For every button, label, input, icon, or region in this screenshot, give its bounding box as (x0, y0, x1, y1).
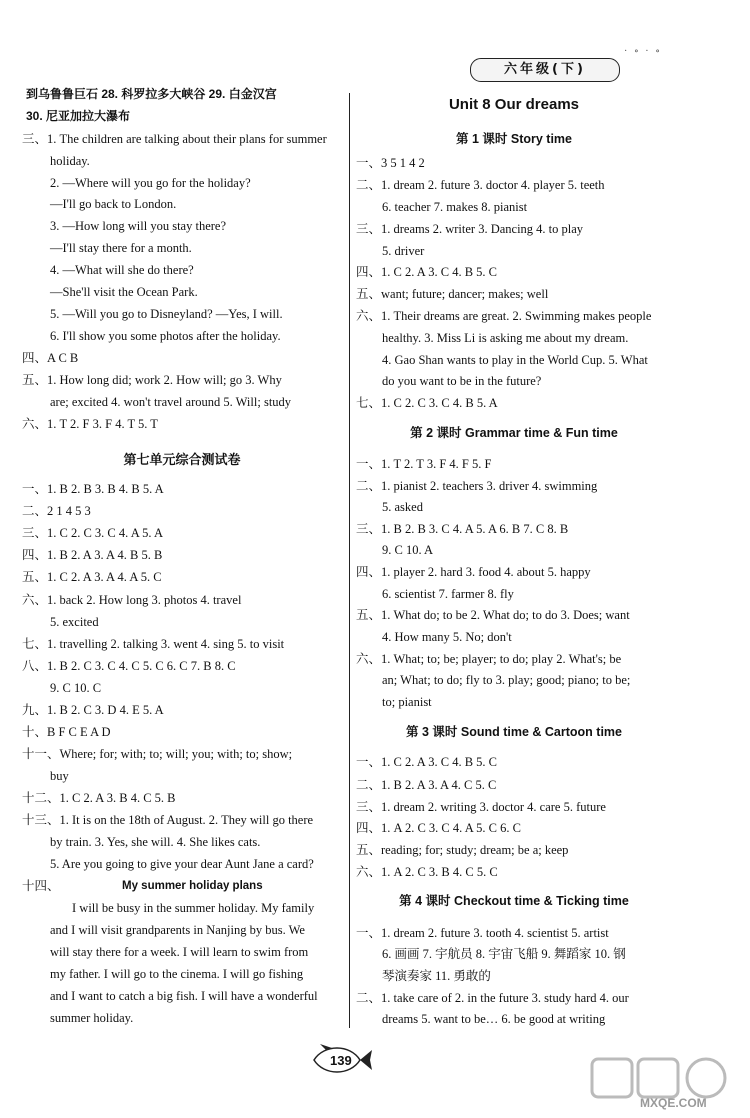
answer-line: by train. 3. Yes, she will. 4. She likes cats. (50, 835, 261, 849)
answer-line: an; What; to do; fly to 3. play; good; piano; to be; (382, 673, 631, 687)
answer-line: 3. —How long will you stay there? (50, 219, 227, 233)
answer-line: do you want to be in the future? (382, 374, 542, 388)
answer-line: 六、1. What; to; be; player; to do; play 2. What's; be (356, 652, 622, 666)
answer-line: 一、1. T 2. T 3. F 4. F 5. F (356, 457, 492, 471)
answer-line: 到乌鲁鲁巨石 28. 科罗拉多大峡谷 29. 白金汉宫 (26, 87, 277, 101)
essay-line: will stay there for a week. I will learn to swim from (50, 945, 309, 959)
unit-title: Unit 8 Our dreams (448, 96, 580, 113)
answer-line: 二、1. pianist 2. teachers 3. driver 4. swimming (356, 479, 598, 493)
lesson-title: 第 2 课时 Grammar time & Fun time (410, 426, 618, 440)
answer-line: 五、1. C 2. A 3. A 4. A 5. C (22, 570, 162, 584)
answer-line: 5. —Will you go to Disneyland? —Yes, I will. (50, 307, 283, 321)
answer-line: —I'll stay there for a month. (50, 241, 192, 255)
watermark-text: MXQE.COM (640, 1096, 707, 1110)
answer-line: 二、1. take care of 2. in the future 3. study hard 4. our (356, 991, 629, 1005)
answer-line: 6. scientist 7. farmer 8. fly (382, 587, 514, 601)
answer-line: 九、1. B 2. C 3. D 4. E 5. A (22, 703, 164, 717)
answer-line: 二、1. dream 2. future 3. doctor 4. player 5. teeth (356, 178, 605, 192)
answer-line: holiday. (50, 154, 90, 168)
answer-line: 五、1. What do; to be 2. What do; to do 3. Does; want (356, 608, 630, 622)
answer-line: 一、1. C 2. A 3. C 4. B 5. C (356, 755, 497, 769)
answer-line: 三、1. The children are talking about their plans for summer (22, 132, 327, 146)
answer-line: healthy. 3. Miss Li is asking me about my dream. (382, 331, 629, 345)
answer-line: 一、1. B 2. B 3. B 4. B 5. A (22, 482, 164, 496)
answer-line: 四、1. A 2. C 3. C 4. A 5. C 6. C (356, 821, 521, 835)
answer-line: 琴演奏家 11. 勇敢的 (382, 969, 491, 983)
lesson-title: 第 3 课时 Sound time & Cartoon time (406, 725, 622, 739)
answer-line: 二、1. B 2. A 3. A 4. C 5. C (356, 778, 497, 792)
answer-line: 5. driver (382, 244, 425, 258)
answer-line: 五、want; future; dancer; makes; well (356, 287, 549, 301)
answer-line: 三、1. dreams 2. writer 3. Dancing 4. to play (356, 222, 584, 236)
answer-line: —I'll go back to London. (50, 197, 177, 211)
book-tag: 六年级(下) (470, 58, 620, 82)
answer-line: 十二、1. C 2. A 3. B 4. C 5. B (22, 791, 176, 805)
lesson-title: 第 1 课时 Story time (456, 132, 572, 146)
answer-line: 4. How many 5. No; don't (382, 630, 512, 644)
answer-line: buy (50, 769, 69, 783)
answer-line: 二、2 1 4 5 3 (22, 504, 91, 518)
answer-line: 一、3 5 1 4 2 (356, 156, 425, 170)
answer-line: 七、1. travelling 2. talking 3. went 4. sing 5. to visit (22, 637, 285, 651)
answer-line: 三、1. C 2. C 3. C 4. A 5. A (22, 526, 163, 540)
essay-line: and I want to catch a big fish. I will have a wonderful (50, 989, 318, 1003)
answer-line: 六、1. A 2. C 3. B 4. C 5. C (356, 865, 498, 879)
answer-line: 十、B F C E A D (22, 725, 111, 739)
answer-line: to; pianist (382, 695, 432, 709)
decorative-dots: · ∘ · ∘ (624, 46, 662, 57)
answer-line: 三、1. B 2. B 3. C 4. A 5. A 6. B 7. C 8. B (356, 522, 569, 536)
answer-line: 四、1. player 2. hard 3. food 4. about 5. happy (356, 565, 591, 579)
answer-line: 6. teacher 7. makes 8. pianist (382, 200, 528, 214)
answer-line: 6. 画画 7. 宇航员 8. 宇宙飞船 9. 舞蹈家 10. 钢 (382, 947, 626, 961)
answer-line: 三、1. dream 2. writing 3. doctor 4. care 5. future (356, 800, 606, 814)
answer-line: 2. —Where will you go for the holiday? (50, 176, 251, 190)
answer-line: 七、1. C 2. C 3. C 4. B 5. A (356, 396, 498, 410)
answer-line: 四、1. C 2. A 3. C 4. B 5. C (356, 265, 497, 279)
essay-line: I will be busy in the summer holiday. My family (72, 901, 315, 915)
answer-line: 五、1. How long did; work 2. How will; go 3. Why (22, 373, 282, 387)
answer-line: 30. 尼亚加拉大瀑布 (26, 109, 131, 123)
answer-line: 四、A C B (22, 351, 79, 365)
essay-line: my father. I will go to the cinema. I will go fishing (50, 967, 304, 981)
page-number: 139 (330, 1053, 352, 1068)
answer-line: 6. I'll show you some photos after the holiday. (50, 329, 281, 343)
answer-line: 十三、1. It is on the 18th of August. 2. They will go there (22, 813, 314, 827)
lesson-title: 第 4 课时 Checkout time & Ticking time (399, 894, 629, 908)
answer-line: 六、1. back 2. How long 3. photos 4. travel (22, 593, 242, 607)
answer-line: 4. Gao Shan wants to play in the World Cup. 5. What (382, 353, 648, 367)
answer-line: 十四、 (22, 879, 60, 893)
answer-line: 一、1. dream 2. future 3. tooth 4. scientist 5. artist (356, 926, 609, 940)
answer-line: are; excited 4. won't travel around 5. Will; study (50, 395, 292, 409)
answer-line: 9. C 10. A (382, 543, 434, 557)
essay-title: My summer holiday plans (122, 880, 263, 892)
answer-line: 9. C 10. C (50, 681, 102, 695)
answer-line: —She'll visit the Ocean Park. (50, 285, 198, 299)
answer-line: 5. asked (382, 500, 423, 514)
answer-line: 四、1. B 2. A 3. A 4. B 5. B (22, 548, 163, 562)
answer-line: 5. excited (50, 615, 99, 629)
section-title: 第七单元综合测试卷 (123, 452, 241, 467)
essay-line: and I will visit grandparents in Nanjing by bus. We (50, 923, 305, 937)
column-divider (349, 93, 350, 1028)
answer-line: 5. Are you going to give your dear Aunt Jane a card? (50, 857, 314, 871)
answer-line: 八、1. B 2. C 3. C 4. C 5. C 6. C 7. B 8. C (22, 659, 236, 673)
answer-line: 十一、Where; for; with; to; will; you; with; to; show; (22, 747, 293, 761)
answer-line: dreams 5. want to be… 6. be good at writing (382, 1012, 606, 1026)
answer-line: 六、1. Their dreams are great. 2. Swimming makes people (356, 309, 652, 323)
essay-line: summer holiday. (50, 1011, 134, 1025)
answer-line: 4. —What will she do there? (50, 263, 194, 277)
answer-line: 五、reading; for; study; dream; be a; keep (356, 843, 569, 857)
answer-line: 六、1. T 2. F 3. F 4. T 5. T (22, 417, 158, 431)
